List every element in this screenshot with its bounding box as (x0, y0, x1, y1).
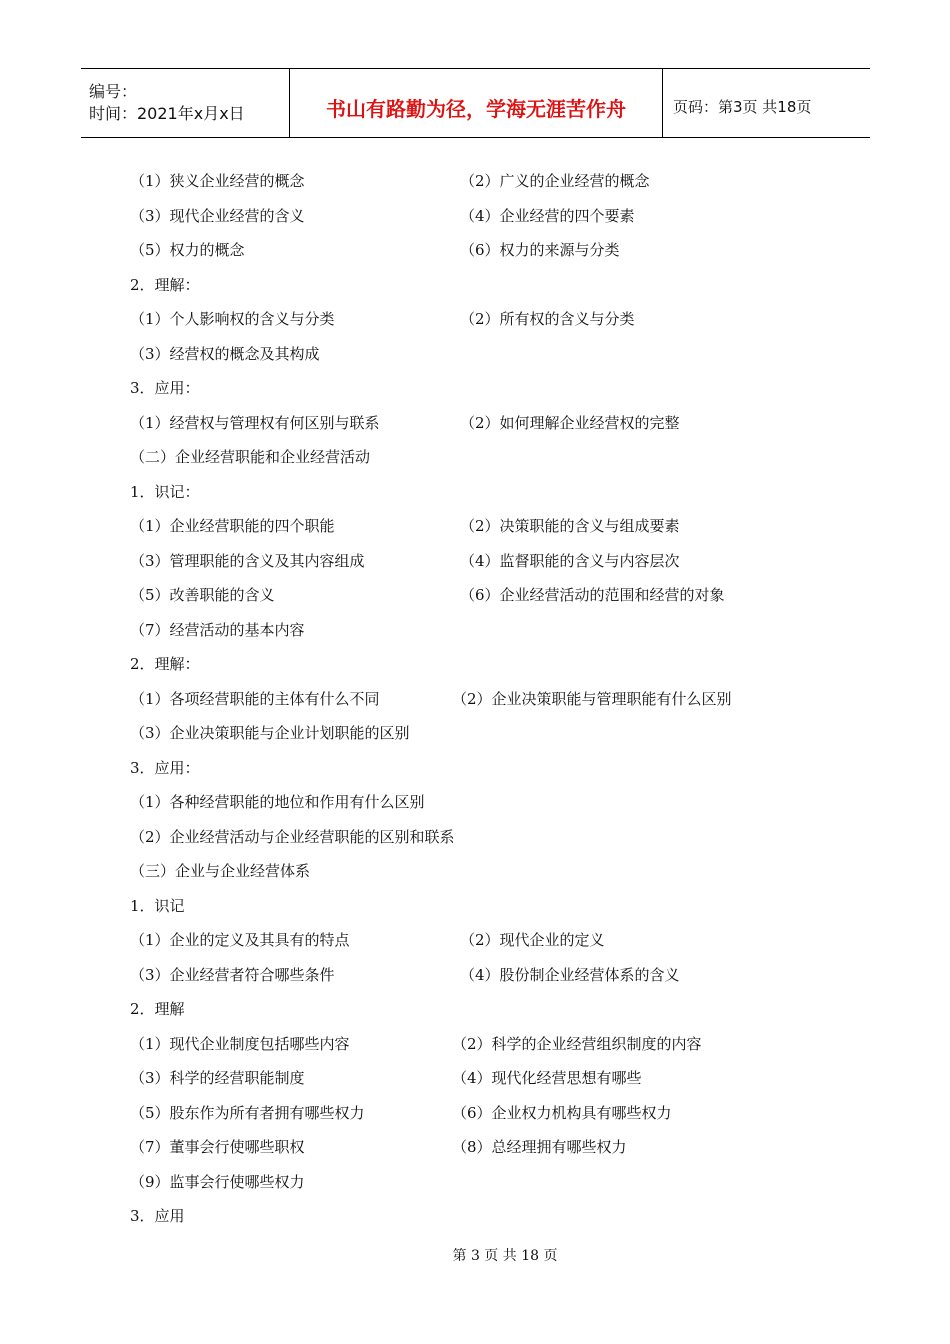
outline-item-left: （1）狭义企业经营的概念 (130, 172, 305, 190)
outline-item-left: 3．应用 (130, 1207, 185, 1225)
outline-line (130, 1029, 830, 1064)
page-header (81, 68, 870, 138)
outline-line (130, 373, 830, 408)
outline-item-left: （2）企业经营活动与企业经营职能的区别和联系 (130, 827, 455, 846)
outline-line (130, 822, 830, 857)
outline-item-right: （4）股份制企业经营体系的含义 (460, 965, 680, 984)
outline-line (130, 925, 830, 960)
outline-item-left: （7）董事会行使哪些职权 (130, 1138, 305, 1156)
header-left-cell (81, 69, 289, 137)
outline-item-left: （三）企业与企业经营体系 (130, 862, 311, 880)
outline-item-right: （4）企业经营的四个要素 (460, 206, 635, 225)
outline-item-right: （2）如何理解企业经营权的完整 (460, 413, 680, 432)
outline-line (130, 787, 830, 822)
outline-line (130, 442, 830, 477)
outline-item-left: （1）各种经营职能的地位和作用有什么区别 (130, 793, 425, 811)
outline-item-left: （5）股东作为所有者拥有哪些权力 (130, 1103, 365, 1122)
outline-item-left: 1．识记 (130, 896, 185, 915)
outline-item-left: （1）个人影响权的含义与分类 (130, 310, 335, 328)
outline-item-left: 3．应用： (130, 758, 200, 777)
outline-item-left: 2．理解： (130, 655, 200, 673)
outline-line (130, 1201, 830, 1236)
outline-line (130, 1098, 830, 1133)
outline-item-right: （8）总经理拥有哪些权力 (452, 1138, 627, 1156)
outline-item-left: （1）现代企业制度包括哪些内容 (130, 1034, 350, 1053)
outline-item-right: （6）企业经营活动的范围和经营的对象 (460, 586, 725, 604)
outline-item-left: （5）权力的概念 (130, 241, 245, 259)
outline-item-left: （7）经营活动的基本内容 (130, 620, 305, 639)
outline-line (130, 304, 830, 339)
outline-item-left: （3）企业决策职能与企业计划职能的区别 (130, 724, 410, 742)
outline-item-left: （3）科学的经营职能制度 (130, 1069, 305, 1087)
outline-line (130, 511, 830, 546)
outline-item-right: （6）企业权力机构具有哪些权力 (452, 1103, 672, 1122)
outline-line (130, 201, 830, 236)
outline-line (130, 546, 830, 581)
outline-item-right: （2）决策职能的含义与组成要素 (460, 517, 680, 535)
outline-item-right: （2）企业决策职能与管理职能有什么区别 (452, 689, 732, 708)
document-time-label: 时间：2021年x月x日 (89, 104, 245, 123)
outline-line (130, 856, 830, 891)
outline-item-right: （2）科学的企业经营组织制度的内容 (452, 1034, 702, 1053)
outline-item-left: 1．识记： (130, 482, 200, 501)
outline-item-right: （6）权力的来源与分类 (460, 241, 620, 259)
outline-line (130, 270, 830, 305)
page-footer: 第 3 页 共 18 页 (452, 1248, 558, 1264)
header-page-cell (663, 69, 870, 137)
document-body (130, 166, 830, 1236)
outline-item-right: （2）现代企业的定义 (460, 931, 605, 949)
outline-line (130, 477, 830, 512)
outline-line (130, 166, 830, 201)
outline-line (130, 408, 830, 443)
header-motto: 书山有路勤为径，学海无涯苦作舟 (326, 96, 626, 121)
outline-line (130, 994, 830, 1029)
outline-line (130, 753, 830, 788)
outline-item-left: （3）企业经营者符合哪些条件 (130, 965, 335, 984)
outline-line (130, 339, 830, 374)
outline-line (130, 649, 830, 684)
outline-item-right: （4）现代化经营思想有哪些 (452, 1069, 642, 1087)
outline-item-left: （3）经营权的概念及其构成 (130, 344, 320, 363)
outline-line (130, 235, 830, 270)
outline-item-left: （1）各项经营职能的主体有什么不同 (130, 689, 380, 708)
document-number-label: 编号： (89, 82, 138, 101)
header-page-number: 页码：第3页 共18页 (673, 97, 812, 116)
outline-item-left: （1）企业经营职能的四个职能 (130, 517, 335, 535)
outline-line (130, 960, 830, 995)
outline-item-right: （2）所有权的含义与分类 (460, 310, 635, 328)
outline-item-left: （3）管理职能的含义及其内容组成 (130, 551, 365, 570)
outline-line (130, 580, 830, 615)
outline-item-left: （1）经营权与管理权有何区别与联系 (130, 413, 380, 432)
outline-line (130, 1167, 830, 1202)
outline-line (130, 615, 830, 650)
outline-item-left: （5）改善职能的含义 (130, 586, 275, 604)
outline-line (130, 1132, 830, 1167)
outline-line (130, 684, 830, 719)
outline-item-left: 2．理解 (130, 1000, 185, 1018)
outline-item-left: 3．应用： (130, 379, 200, 397)
outline-line (130, 1063, 830, 1098)
outline-line (130, 718, 830, 753)
outline-item-left: （9）监事会行使哪些权力 (130, 1172, 305, 1191)
outline-item-left: （二）企业经营职能和企业经营活动 (130, 448, 371, 466)
header-motto-cell (289, 69, 663, 137)
outline-item-left: （3）现代企业经营的含义 (130, 206, 305, 225)
outline-item-left: 2．理解： (130, 275, 200, 294)
outline-item-right: （2）广义的企业经营的概念 (460, 172, 650, 190)
outline-item-left: （1）企业的定义及其具有的特点 (130, 931, 350, 949)
outline-item-right: （4）监督职能的含义与内容层次 (460, 551, 680, 570)
outline-line (130, 891, 830, 926)
